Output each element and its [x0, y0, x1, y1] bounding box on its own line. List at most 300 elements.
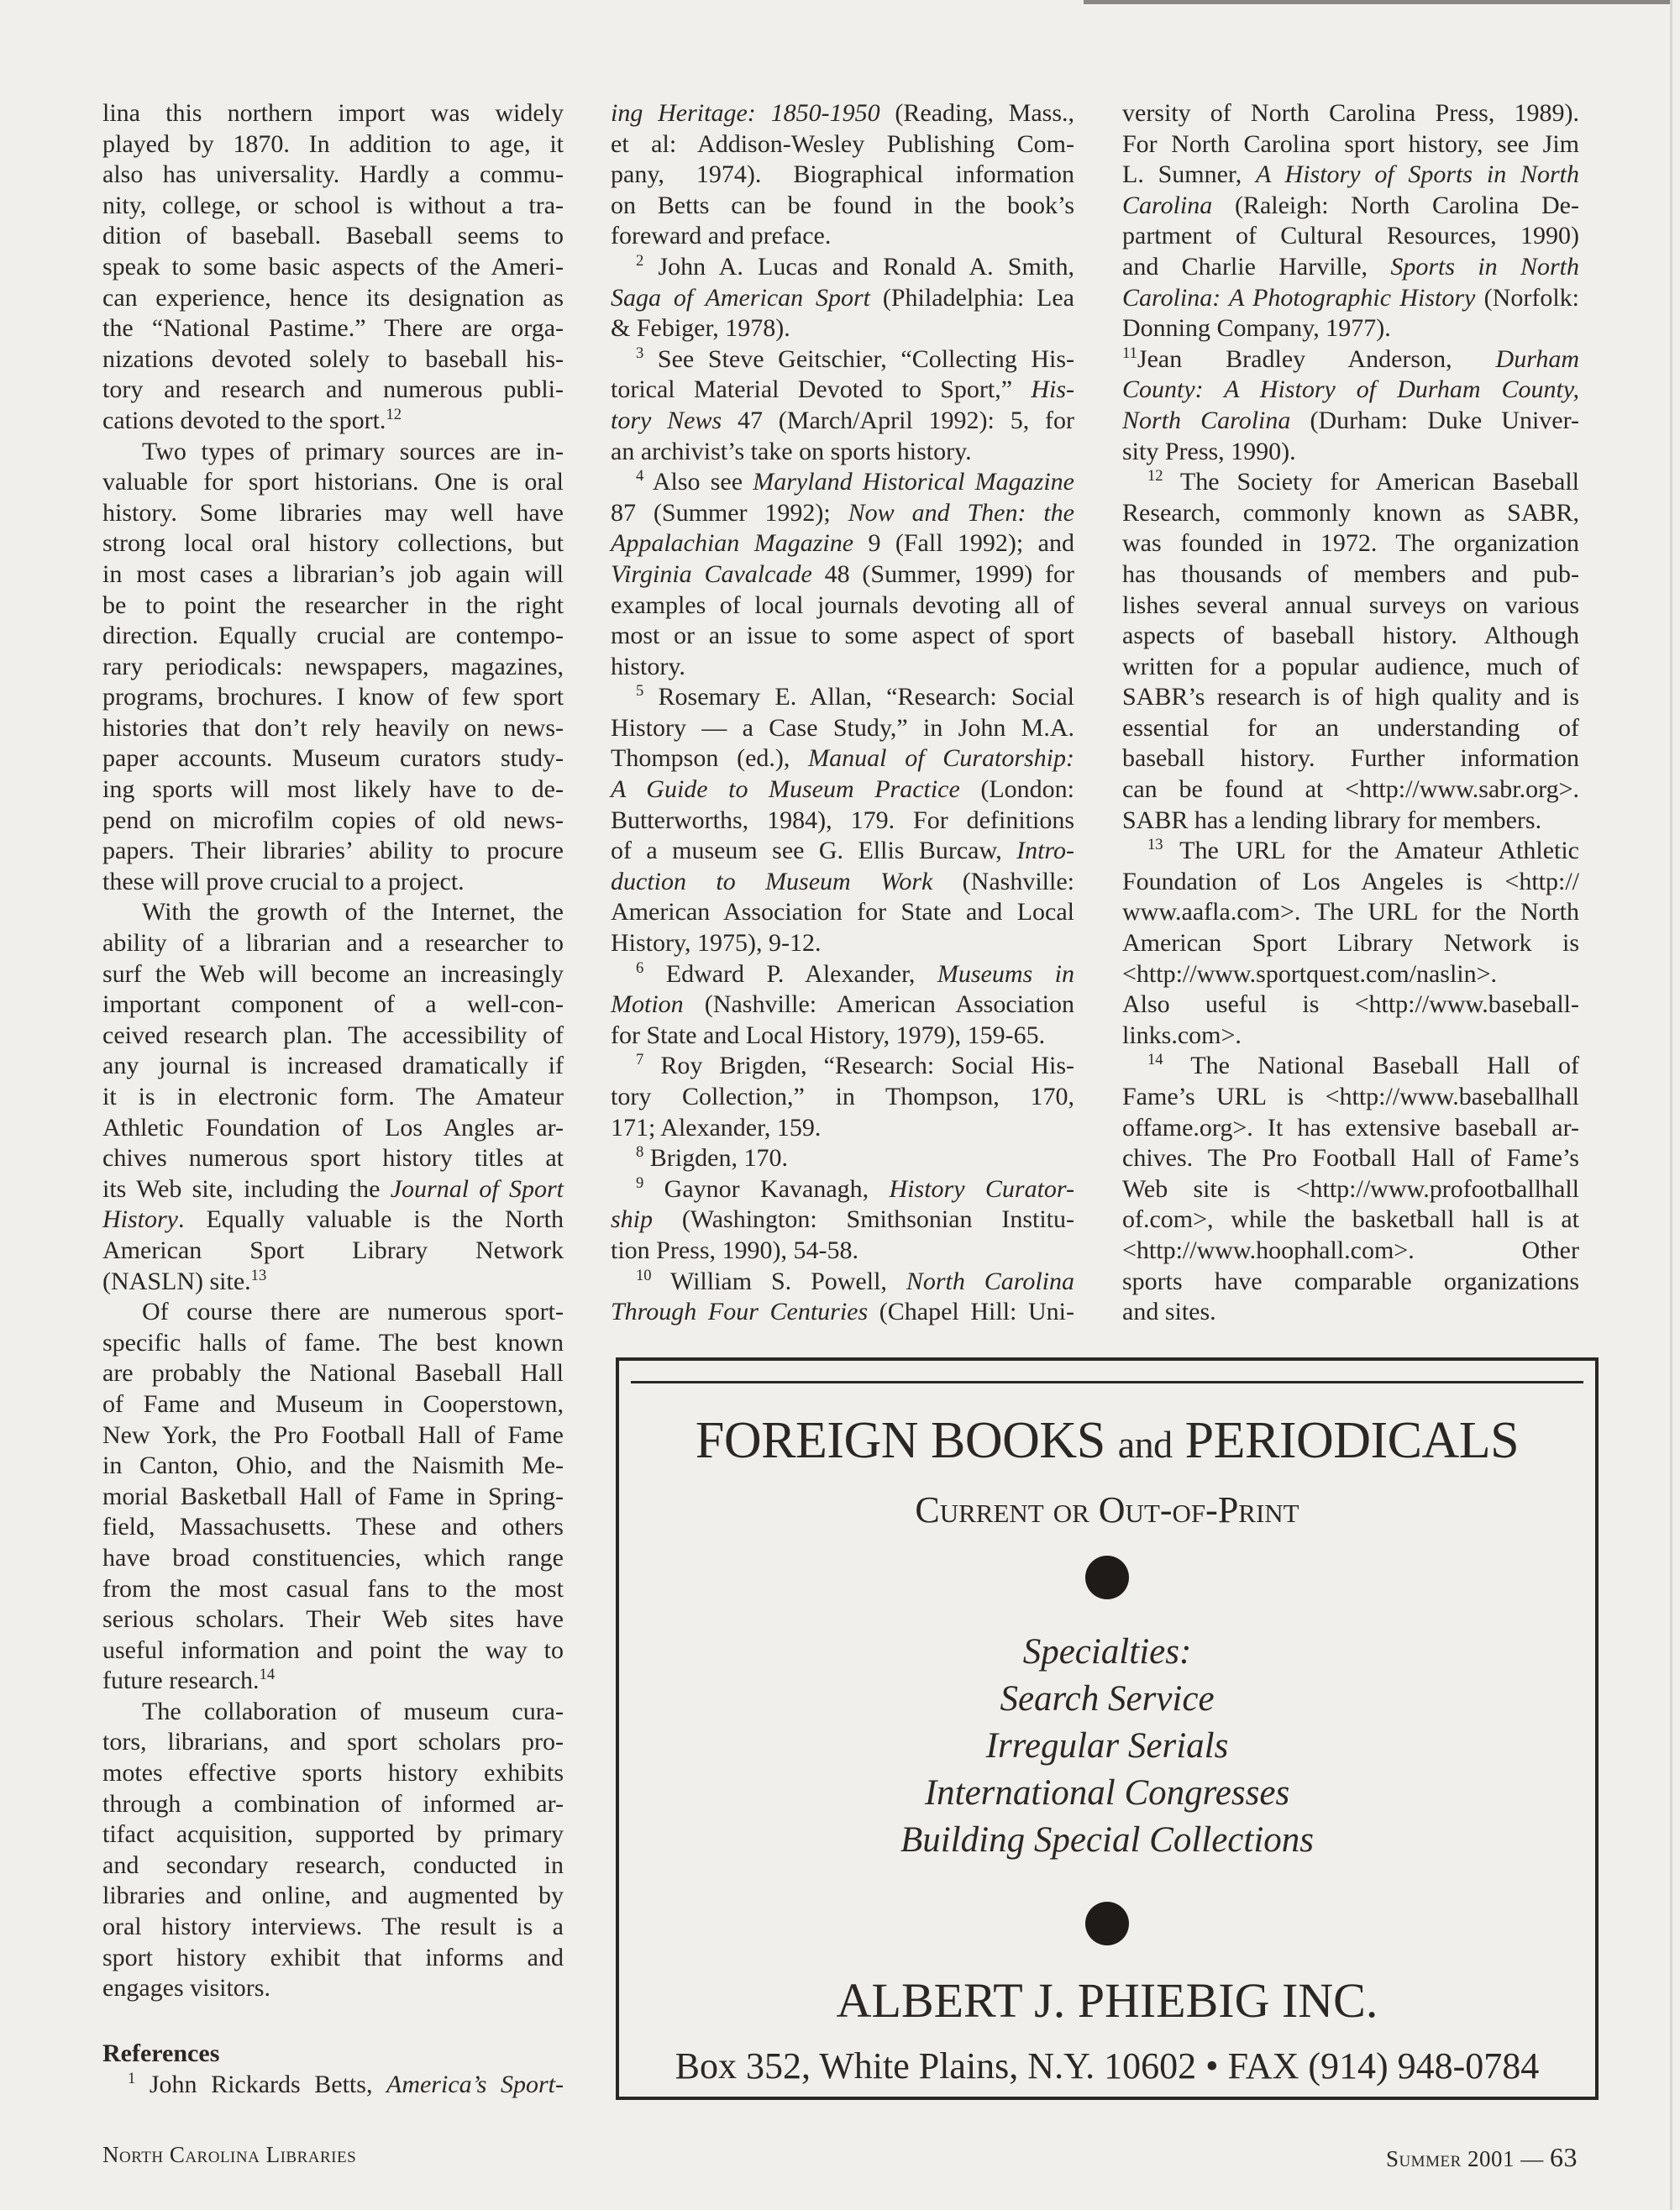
text-segment: History, 1975), 9-12.	[611, 929, 822, 958]
text-segment: Butterworths, 1984), 179. For definitions	[611, 806, 1074, 834]
text-line	[1122, 836, 1579, 867]
text-line	[102, 591, 564, 622]
ad-company-name: ALBERT J. PHIEBIG INC.	[836, 1973, 1378, 2028]
text-line	[1122, 713, 1579, 744]
text-segment: John A. Lucas and Ronald A. Smith,	[643, 252, 1074, 281]
italic-title: Carolina: A Photographic History	[1122, 283, 1476, 312]
footnote-ref: 12	[386, 405, 402, 423]
text-line	[102, 1635, 564, 1667]
text-segment: and sites.	[1122, 1298, 1216, 1326]
text-segment: American Sport Library Network	[102, 1236, 564, 1264]
text-line	[1122, 990, 1579, 1021]
text-line	[1122, 313, 1579, 344]
italic-title: Journal of Sport	[390, 1174, 564, 1203]
text-segment: rary periodicals: newspapers, magazines,	[102, 652, 564, 680]
text-segment: 47 (March/April 1992): 5, for	[722, 406, 1074, 434]
text-segment: Thompson (ed.),	[611, 744, 809, 773]
text-line	[102, 1512, 564, 1543]
ad-headline-and: and	[1117, 1423, 1173, 1466]
text-line	[102, 1082, 564, 1113]
footnote-ref: 4	[636, 466, 644, 485]
text-segment: specific halls of fame. The best known	[102, 1328, 564, 1357]
text-line	[102, 1819, 564, 1850]
text-segment: (NASLN) site.	[102, 1267, 251, 1295]
text-segment: pend on microfilm copies of old news-	[102, 806, 564, 834]
footnote-ref: 14	[259, 1666, 276, 1684]
text-segment: tifact acquisition, supported by primary	[102, 1820, 564, 1849]
text-column-2	[611, 98, 1074, 1328]
text-segment: valuable for sport historians. One is oral	[102, 468, 564, 496]
text-segment: the “National Pastime.” There are orga-	[102, 314, 564, 343]
text-segment: engages visitors.	[102, 1974, 270, 2003]
text-line	[102, 1174, 564, 1205]
text-line	[611, 1267, 1074, 1298]
text-line	[1122, 1297, 1579, 1328]
footnote-ref: 13	[250, 1266, 267, 1284]
text-segment: papers. Their libraries’ ability to procure	[102, 837, 564, 865]
text-line	[1122, 191, 1579, 222]
text-segment: histories that don’t rely heavily on news-	[102, 713, 564, 742]
text-segment: Edward P. Alexander,	[643, 959, 937, 988]
text-line	[1122, 1267, 1579, 1298]
text-segment: can be found at <http://www.sabr.org>.	[1122, 775, 1579, 804]
text-line	[102, 743, 564, 774]
text-line	[1122, 1113, 1579, 1144]
text-segment: in Canton, Ohio, and the Naismith Me-	[102, 1451, 564, 1480]
text-line	[102, 1143, 564, 1174]
text-segment: future research.	[102, 1667, 260, 1695]
text-segment: of.com>, while the basketball hall is at	[1122, 1205, 1579, 1234]
text-line	[102, 437, 564, 468]
text-line	[102, 1973, 564, 2004]
text-line	[102, 221, 564, 252]
text-line	[1122, 221, 1579, 252]
text-line	[102, 2070, 564, 2101]
italic-title: A History of Sports in North	[1256, 160, 1579, 189]
text-segment: played by 1870. In addition to age, it	[102, 129, 564, 158]
text-segment: L. Sumner,	[1122, 160, 1256, 189]
text-segment: essential for an understanding of	[1122, 713, 1579, 742]
italic-title: duction to Museum Work	[611, 867, 933, 895]
text-segment: ing sports will most likely have to de-	[102, 775, 564, 804]
text-line	[102, 1604, 564, 1635]
italic-title: ing Heritage: 1850-1950	[611, 99, 880, 127]
text-segment: The Society for American Baseball	[1163, 468, 1579, 496]
text-line	[102, 621, 564, 652]
text-line	[611, 1051, 1074, 1082]
text-segment: tory Collection,” in Thompson, 170,	[611, 1083, 1074, 1110]
text-line	[611, 283, 1074, 314]
text-line	[102, 467, 564, 498]
text-line	[611, 559, 1074, 591]
italic-title: Saga of American Sport	[611, 283, 871, 312]
ad-headline	[619, 1411, 1595, 1471]
text-line	[1122, 774, 1579, 806]
text-line	[1122, 129, 1579, 160]
footnote-ref: 8	[636, 1143, 644, 1162]
text-segment: American Association for State and Local	[611, 898, 1074, 927]
text-segment: tion Press, 1990), 54-58.	[611, 1236, 858, 1264]
text-segment: also has universality. Hardly a commu-	[102, 160, 564, 189]
footnote-ref: 1	[128, 2069, 136, 2087]
cropped-header-fragment	[1084, 0, 1672, 4]
text-line	[611, 1174, 1074, 1205]
text-line	[611, 406, 1074, 437]
text-segment: <http://www.sportquest.com/naslin>.	[1122, 959, 1498, 988]
text-line	[611, 959, 1074, 990]
text-line	[611, 98, 1074, 129]
text-line	[611, 221, 1074, 252]
footnote-ref: 10	[636, 1266, 652, 1284]
text-segment: dition of baseball. Baseball seems to	[102, 222, 564, 250]
footnote-ref: 11	[1122, 344, 1137, 362]
text-line	[102, 252, 564, 283]
text-line	[1122, 1082, 1579, 1113]
text-segment: 9 (Fall 1992); and	[853, 529, 1074, 558]
text-line	[102, 1205, 564, 1236]
text-line	[611, 191, 1074, 222]
text-segment: sport history exhibit that informs and	[102, 1943, 564, 1971]
text-segment: Foundation of Los Angeles is <http://	[1122, 867, 1579, 895]
text-segment: are probably the National Baseball Hall	[102, 1359, 564, 1388]
text-segment: The National Baseball Hall of	[1163, 1052, 1579, 1080]
text-segment: and secondary research, conducted in	[102, 1850, 564, 1879]
ad-specialties-title: Specialties:	[1022, 1632, 1192, 1672]
text-line	[1122, 1143, 1579, 1174]
text-segment: Also see	[643, 468, 753, 496]
text-segment: <http://www.hoophall.com>. Other	[1122, 1236, 1579, 1264]
text-segment: sports have comparable organizations	[1122, 1267, 1579, 1295]
text-segment: tory and research and numerous publi-	[102, 375, 564, 404]
text-line	[611, 867, 1074, 898]
text-segment: ability of a librarian and a researcher to	[102, 929, 564, 958]
italic-title: tory News	[611, 406, 722, 434]
text-line	[1122, 344, 1579, 375]
footer-issue-page	[1386, 2142, 1578, 2173]
text-segment: be to point the researcher in the right	[102, 591, 564, 619]
text-line	[1122, 1174, 1579, 1205]
italic-title: Museums in	[937, 959, 1074, 988]
text-segment: an archivist’s take on sports history.	[611, 437, 972, 465]
text-segment: can experience, hence its designation as	[102, 283, 564, 312]
footnote-ref: 3	[636, 344, 644, 362]
text-line	[1122, 1051, 1579, 1082]
text-line	[102, 1943, 564, 1974]
text-segment: Gaynor Kavanagh,	[643, 1174, 890, 1203]
text-line	[611, 652, 1074, 683]
text-line	[102, 1666, 564, 1697]
text-line	[611, 1236, 1074, 1267]
text-segment: have broad constituencies, which range	[102, 1543, 564, 1572]
italic-title: County: A History of Durham County,	[1122, 375, 1579, 404]
text-segment: See Steve Geitschier, “Collecting His-	[643, 344, 1074, 373]
text-segment: Athletic Foundation of Los Angles ar-	[102, 1113, 564, 1142]
advertisement-box	[616, 1357, 1599, 2100]
italic-title: A Guide to Museum Practice	[611, 775, 960, 804]
italic-title: History	[102, 1205, 178, 1234]
text-segment: lishes several annual surveys on various	[1122, 591, 1579, 619]
text-segment: cations devoted to the sport.	[102, 406, 386, 434]
text-segment: from the most casual fans to the most	[102, 1574, 564, 1603]
text-segment: in most cases a librarian’s job again will	[102, 559, 564, 588]
ad-top-rule	[631, 1381, 1583, 1383]
text-line	[1122, 1236, 1579, 1267]
text-line	[611, 344, 1074, 375]
text-line	[1122, 160, 1579, 191]
italic-title: America’s Sport-	[386, 2070, 564, 2098]
text-line	[611, 467, 1074, 498]
text-line	[102, 959, 564, 990]
text-segment: nizations devoted solely to baseball his-	[102, 344, 564, 373]
text-segment: Web site is <http://www.profootballhall	[1122, 1174, 1579, 1203]
text-segment: The URL for the Amateur Athletic	[1163, 837, 1579, 865]
text-line	[611, 1082, 1074, 1113]
text-line	[1122, 375, 1579, 406]
text-segment: History — a Case Study,” in John M.A.	[611, 713, 1074, 742]
text-line	[102, 1912, 564, 1943]
text-segment: Fame’s URL is <http://www.baseballhall	[1122, 1083, 1579, 1110]
text-segment: (Norfolk:	[1475, 283, 1579, 312]
text-segment: offame.org>. It has extensive baseball ar-	[1122, 1113, 1579, 1142]
text-line	[102, 806, 564, 837]
text-line	[1122, 867, 1579, 898]
text-segment: has thousands of members and pub-	[1122, 559, 1579, 588]
text-segment: SABR has a lending library for members.	[1122, 806, 1542, 834]
text-segment: any journal is increased dramatically if	[102, 1052, 564, 1080]
text-line	[611, 1205, 1074, 1236]
ad-specialty-item: International Congresses	[924, 1773, 1290, 1813]
text-segment: morial Basketball Hall of Fame in Spring-	[102, 1482, 564, 1510]
italic-title: ship	[611, 1205, 654, 1234]
footnote-ref: 13	[1147, 836, 1163, 854]
text-line	[1122, 591, 1579, 622]
ad-specialty-item: Irregular Serials	[985, 1726, 1229, 1766]
text-segment: (London:	[959, 775, 1074, 804]
text-line	[102, 1358, 564, 1389]
text-line	[1122, 1205, 1579, 1236]
text-segment: nity, college, or school is without a tra-	[102, 191, 564, 219]
ad-specialty-item: Building Special Collections	[900, 1820, 1315, 1860]
text-line	[102, 191, 564, 222]
italic-title: History Curator-	[889, 1174, 1074, 1203]
text-line	[102, 498, 564, 529]
text-segment: With the growth of the Internet, the	[142, 898, 564, 927]
text-segment: et al: Addison-Wesley Publishing Com-	[611, 129, 1074, 158]
text-line	[1122, 498, 1579, 529]
italic-title: Virginia Cavalcade	[611, 559, 812, 588]
text-line	[102, 313, 564, 344]
text-segment: motes effective sports history exhibits	[102, 1759, 564, 1787]
text-line	[1122, 283, 1579, 314]
text-segment: links.com>.	[1122, 1021, 1242, 1049]
text-line	[1122, 1021, 1579, 1052]
text-line	[102, 1482, 564, 1513]
text-segment: history.	[611, 652, 685, 680]
italic-title: Sports in North	[1390, 252, 1579, 281]
page-number: 63	[1550, 2142, 1578, 2172]
text-segment: for State and Local History, 1979), 159-65.	[611, 1021, 1046, 1049]
ad-headline-part: PERIODICALS	[1184, 1412, 1520, 1469]
text-segment: chives numerous sport history titles at	[102, 1144, 564, 1173]
text-line	[102, 1389, 564, 1420]
text-line	[102, 1420, 564, 1451]
text-segment: Of course there are numerous sport-	[142, 1298, 564, 1326]
text-segment: examples of local journals devoting all of	[611, 591, 1074, 619]
text-line	[611, 313, 1074, 344]
text-segment: written for a popular audience, much of	[1122, 652, 1579, 680]
text-line	[102, 652, 564, 683]
italic-title: Through Four Centuries	[611, 1298, 869, 1326]
text-segment: paper accounts. Museum curators study-	[102, 744, 564, 773]
italic-title: Maryland Historical Magazine	[753, 468, 1074, 496]
text-segment: lina this northern import was widely	[102, 99, 564, 127]
text-segment: 48 (Summer, 1999) for	[811, 559, 1074, 588]
text-segment: its Web site, including the	[102, 1174, 391, 1203]
text-line	[611, 897, 1074, 928]
text-line	[611, 528, 1074, 559]
text-line	[102, 1328, 564, 1359]
text-segment: 171; Alexander, 159.	[611, 1113, 822, 1142]
text-line	[102, 1451, 564, 1482]
ad-headline-part: FOREIGN BOOKS	[695, 1412, 1105, 1469]
text-line	[1122, 559, 1579, 591]
text-segment: (Durham: Duke Univer-	[1290, 406, 1579, 434]
text-line	[1122, 897, 1579, 928]
text-line	[102, 990, 564, 1021]
text-segment: it is in electronic form. The Amateur	[102, 1083, 564, 1110]
text-line	[102, 559, 564, 591]
text-line	[611, 498, 1074, 529]
italic-title: Intro-	[1016, 837, 1074, 865]
text-segment: William S. Powell,	[651, 1267, 906, 1295]
section-heading	[102, 2039, 564, 2070]
text-segment: . Equally valuable is the North	[178, 1205, 564, 1234]
text-segment: history. Some libraries may well have	[102, 498, 564, 527]
text-segment: through a combination of informed ar-	[102, 1789, 564, 1818]
references-section	[102, 2039, 564, 2100]
text-line	[102, 897, 564, 928]
text-line	[102, 867, 564, 898]
text-line	[611, 1113, 1074, 1144]
italic-title: Now and Then: the	[848, 498, 1074, 527]
text-line	[1122, 467, 1579, 498]
text-column-1	[102, 98, 564, 2004]
text-line	[102, 774, 564, 806]
text-line	[611, 160, 1074, 191]
text-line	[102, 682, 564, 713]
text-segment: & Febiger, 1978).	[611, 314, 790, 343]
text-line	[1122, 928, 1579, 959]
text-segment: chives. The Pro Football Hall of Fame’s	[1122, 1144, 1579, 1173]
italic-title: North Carolina	[906, 1267, 1074, 1295]
text-line	[1122, 743, 1579, 774]
text-segment: (Raleigh: North Carolina De-	[1212, 191, 1579, 219]
ad-subheadline: Current or Out-of-Print	[915, 1489, 1299, 1530]
text-segment: speak to some basic aspects of the Ameri-	[102, 252, 564, 281]
text-line	[611, 682, 1074, 713]
text-segment: and Charlie Harville,	[1122, 252, 1391, 281]
text-segment: (Nashville: American Association	[683, 990, 1074, 1019]
text-line	[102, 375, 564, 406]
text-segment: Rosemary E. Allan, “Research: Social	[643, 683, 1074, 711]
text-line	[102, 1543, 564, 1574]
text-line	[611, 1297, 1074, 1328]
text-line	[102, 129, 564, 160]
text-segment: useful information and point the way to	[102, 1635, 564, 1664]
text-line	[1122, 528, 1579, 559]
italic-title: His-	[1031, 375, 1074, 404]
text-line	[611, 990, 1074, 1021]
text-line	[102, 406, 564, 437]
ad-specialty-item: Search Service	[1000, 1679, 1215, 1719]
text-segment: of a museum see G. Ellis Burcaw,	[611, 837, 1017, 865]
page-edge	[1670, 0, 1672, 2210]
text-line	[611, 774, 1074, 806]
text-line	[1122, 959, 1579, 990]
text-column-3	[1122, 98, 1579, 1328]
text-segment: Donning Company, 1977).	[1122, 314, 1391, 343]
text-segment: surf the Web will become an increasingly	[102, 959, 564, 988]
text-segment: SABR’s research is of high quality and is	[1122, 683, 1579, 711]
text-segment: versity of North Carolina Press, 1989).	[1122, 99, 1579, 127]
text-line	[1122, 806, 1579, 837]
italic-title: Motion	[611, 990, 684, 1019]
text-line	[102, 1297, 564, 1328]
text-line	[611, 928, 1074, 959]
text-segment: Two types of primary sources are in-	[142, 437, 564, 465]
text-line	[102, 1881, 564, 1912]
text-line	[102, 1850, 564, 1882]
footer-separator: —	[1520, 2146, 1544, 2171]
footnote-ref: 6	[636, 958, 644, 977]
text-line	[1122, 682, 1579, 713]
text-line	[102, 1758, 564, 1789]
text-segment: most or an issue to some aspect of sport	[611, 622, 1074, 650]
italic-title: Appalachian Magazine	[611, 529, 854, 558]
text-segment: aspects of baseball history. Although	[1122, 622, 1579, 650]
text-line	[102, 1267, 564, 1298]
footer-issue: Summer 2001	[1385, 2146, 1515, 2171]
footnote-ref: 2	[636, 251, 644, 270]
text-line	[1122, 621, 1579, 652]
text-segment: References	[102, 2039, 220, 2067]
text-segment: Also useful is <http://www.baseball-	[1122, 990, 1579, 1019]
text-segment: American Sport Library Network is	[1122, 929, 1579, 958]
text-segment: serious scholars. Their Web sites have	[102, 1605, 564, 1634]
text-line	[102, 344, 564, 375]
text-line	[611, 713, 1074, 744]
text-line	[102, 1113, 564, 1144]
text-segment: www.aafla.com>. The URL for the North	[1122, 898, 1579, 927]
text-segment: The collaboration of museum cura-	[142, 1697, 564, 1725]
bullet-dot-icon	[1085, 1556, 1129, 1599]
text-line	[611, 252, 1074, 283]
text-line	[1122, 252, 1579, 283]
text-segment: New York, the Pro Football Hall of Fame	[102, 1420, 564, 1449]
text-line	[1122, 406, 1579, 437]
text-segment: pany, 1974). Biographical information	[611, 160, 1074, 189]
text-segment: ceived research plan. The accessibility of	[102, 1021, 564, 1049]
text-segment: was founded in 1972. The organization	[1122, 529, 1579, 558]
footnote-ref: 7	[636, 1051, 644, 1069]
text-line	[611, 437, 1074, 468]
text-line	[611, 1021, 1074, 1052]
text-line	[102, 283, 564, 314]
text-segment: these will prove crucial to a project.	[102, 867, 465, 895]
italic-title: Durham	[1495, 344, 1579, 373]
text-line	[1122, 652, 1579, 683]
text-segment: Jean Bradley Anderson,	[1137, 344, 1496, 373]
